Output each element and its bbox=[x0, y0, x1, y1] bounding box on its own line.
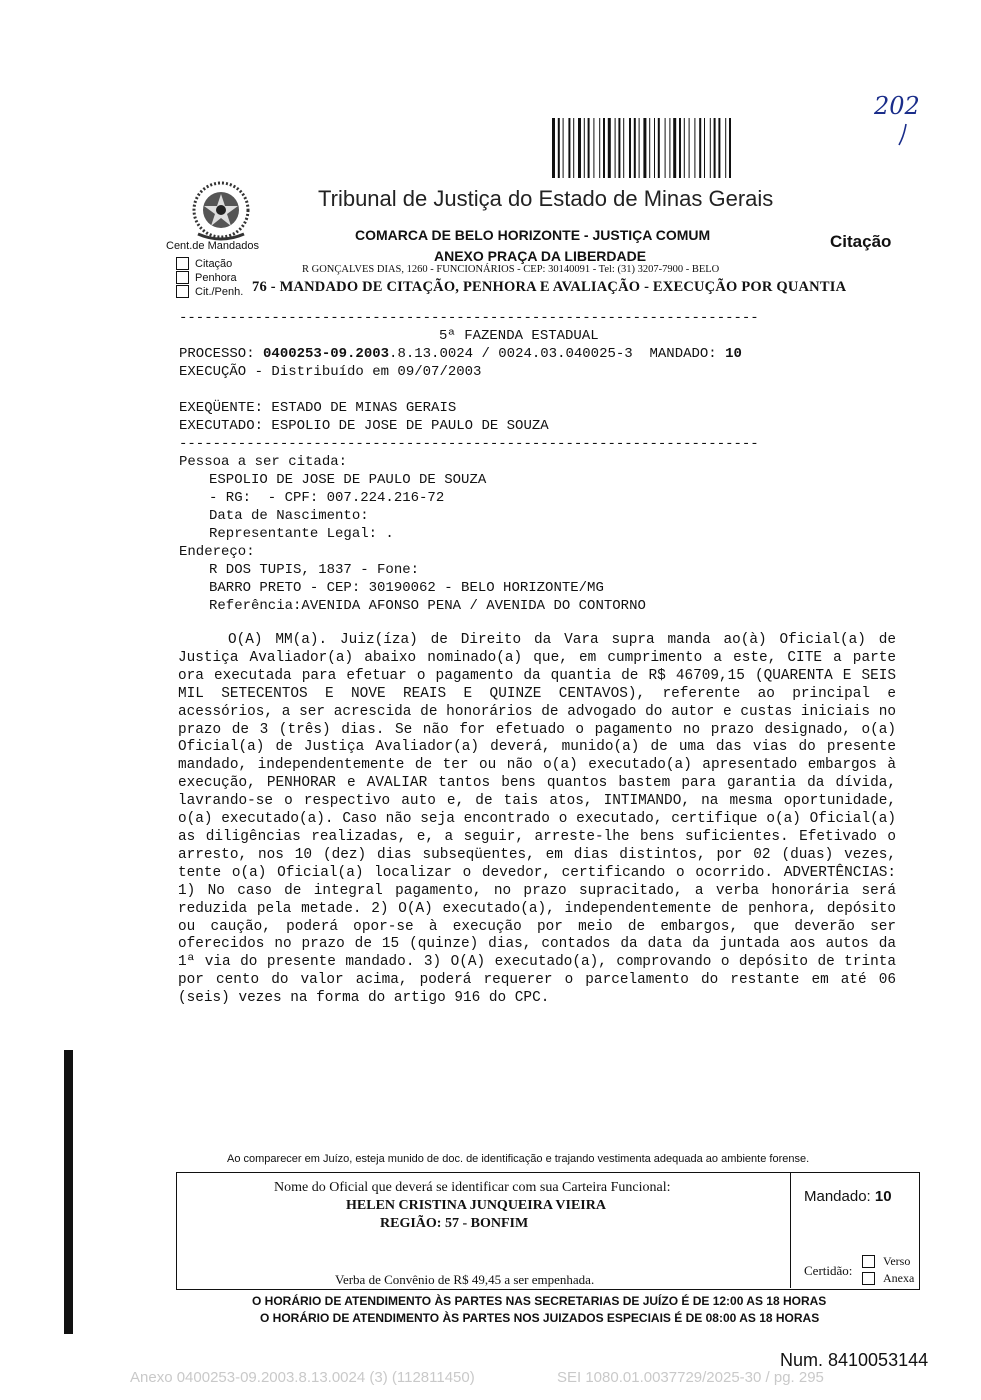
mandado-title: 76 - MANDADO DE CITAÇÃO, PENHORA E AVALIAÇÃO - EXECUÇÃO POR QUANTIA bbox=[252, 279, 847, 295]
scan-edge-bar bbox=[64, 1050, 73, 1334]
person-ids: - RG: - CPF: 007.224.216-72 bbox=[209, 490, 445, 506]
checkbox-box[interactable] bbox=[176, 271, 189, 284]
address-heading: Endereço: bbox=[179, 544, 255, 560]
barcode-bar bbox=[669, 118, 670, 178]
footer-note: Ao comparecer em Juízo, esteja munido de doc. de identificação e trajando vestimenta adequada ao ambiente forense. bbox=[227, 1153, 810, 1165]
handwritten-mark bbox=[896, 122, 910, 148]
checkbox-label: Penhora bbox=[195, 271, 237, 284]
barcode-bar bbox=[578, 118, 581, 178]
certidao-option-label: Anexa bbox=[883, 1271, 915, 1285]
address-district: BARRO PRETO - CEP: 30190062 - BELO HORIZONTE/MG bbox=[209, 580, 604, 596]
barcode-bar bbox=[615, 118, 616, 178]
address-reference: Referência:AVENIDA AFONSO PENA / AVENIDA DO CONTORNO bbox=[209, 598, 646, 614]
checkbox-penhora[interactable] bbox=[176, 271, 237, 284]
mandado-body-text: O(A) MM(a). Juiz(íza) de Direito da Vara supra manda ao(à) Oficial(a) de Justiça Avaliador(a) abaixo nominado(a) que, em cumprimento a este, CITE a parte ora executada para efetuar o pagamento da quantia de R$ 46709,15 (QUARENTA E SEIS MIL SETECENTOS E NOVE REAIS E QUINZE CENTAVOS), referente ao principal e acessórios, a ser acrescida de honorários de advogado do autor e custas iniciais no prazo de 3 (três) dias. Se não for efetuado o pagamento no prazo designado, o(a) Oficial(a) de Justiça Avaliador(a) deverá, munido(a) de uma das vias do presente mandado, independentemente de ter ou não o(a) executado(a) apresentado embargos à execução, PENHORAR e AVALIAR tantos bens quantos bastem para garantia da dívida, lavrando-se o respectivo auto e, de tais atos, INTIMANDO, na mesma oportunidade, o(a) executado(a). Caso não seja encontrado o executado, certifique o(a) Oficial(a) as diligências realizadas, e, a seguir, arreste-lhe bens suficientes. Efetivado o arresto, nos 10 (dez) dias subseqüentes, em dias distintos, por 02 (duas) vezes, tente o(a) Oficial(a) localizar o devedor, certificando o ocorrido. ADVERTÊNCIAS: 1) No caso de integral pagamento, no prazo supracitado, a verba honorária será reduzida pela metade. 2) O(A) executado(a), independentemente de penhora, depósito ou caução, poderá opor-se à execução por meio de embargos, que deverão ser oferecidos no prazo de 15 (quinze) dias, contados da data da juntada aos autos da 1ª via do presente mandado. 3) O(A) executado(a), comprovando o depósito de trinta por cento do valor acima, poderá requerer o parcelamento do restante em até 06 (seis) vezes na forma do artigo 916 do CPC. bbox=[178, 632, 896, 1007]
sei-reference-stamp: SEI 1080.01.0037729/2025-30 / pg. 295 bbox=[557, 1369, 824, 1386]
handwritten-page-number: 202 bbox=[874, 92, 920, 120]
barcode-bar bbox=[684, 118, 685, 178]
barcode-bar bbox=[714, 118, 716, 178]
person-birth: Data de Nascimento: bbox=[209, 508, 369, 524]
barcode-bar bbox=[718, 118, 720, 178]
barcode-bar bbox=[673, 118, 676, 178]
address-street: R DOS TUPIS, 1837 - Fone: bbox=[209, 562, 420, 578]
barcode-bar bbox=[584, 118, 585, 178]
processo-line bbox=[179, 345, 742, 363]
barcode-bar bbox=[704, 118, 705, 178]
officer-instruction: Nome do Oficial que deverá se identificar com sua Carteira Funcional: bbox=[274, 1180, 671, 1195]
processo-number-bold: 0400253-09.2003 bbox=[263, 346, 390, 362]
person-heading: Pessoa a ser citada: bbox=[179, 454, 348, 470]
executado-line: EXECUTADO: ESPOLIO DE JOSE DE PAULO DE SOUZA bbox=[179, 418, 549, 434]
document-type: Citação bbox=[830, 232, 892, 251]
center-label: Cent.de Mandados bbox=[166, 240, 259, 252]
officer-region: REGIÃO: 57 - BONFIM bbox=[380, 1216, 529, 1231]
barcode-bar bbox=[689, 118, 690, 178]
footer-mandado-label: Mandado: bbox=[804, 1188, 871, 1205]
certidao-option-label: Verso bbox=[883, 1254, 911, 1268]
separator-line: --------------------------------------------------------------------- bbox=[179, 436, 759, 452]
barcode-bar bbox=[658, 118, 660, 178]
barcode-bar bbox=[599, 118, 600, 178]
processo-label: PROCESSO: bbox=[179, 346, 264, 362]
exequente-line: EXEQÜENTE: ESTADO DE MINAS GERAIS bbox=[179, 400, 457, 416]
footer-mandado bbox=[804, 1188, 892, 1205]
barcode-bar bbox=[603, 118, 605, 178]
court-title: Tribunal de Justiça do Estado de Minas Gerais bbox=[318, 186, 774, 211]
office-hours-secretarias: O HORÁRIO DE ATENDIMENTO ÀS PARTES NAS SECRETARIAS DE JUÍZO É DE 12:00 AS 18 HORAS bbox=[252, 1294, 827, 1308]
barcode-bar bbox=[725, 118, 726, 178]
officer-box-divider bbox=[790, 1172, 791, 1288]
separator-line: --------------------------------------------------------------------- bbox=[179, 310, 759, 326]
barcode-bar bbox=[552, 118, 555, 178]
checkbox-citacao[interactable] bbox=[176, 257, 232, 270]
officer-name: HELEN CRISTINA JUNQUEIRA VIEIRA bbox=[346, 1198, 606, 1213]
checkbox-label: Cit./Penh. bbox=[195, 285, 244, 298]
coat-of-arms-icon bbox=[186, 176, 256, 246]
barcode-bar bbox=[568, 118, 570, 178]
checkbox-box[interactable] bbox=[176, 257, 189, 270]
checkbox-box[interactable] bbox=[176, 285, 189, 298]
barcode-bar bbox=[629, 118, 631, 178]
barcode-bar bbox=[563, 118, 564, 178]
mandado-body bbox=[178, 632, 896, 1008]
person-representative: Representante Legal: . bbox=[209, 526, 394, 542]
footer-mandado-number: 10 bbox=[874, 1188, 892, 1205]
checkbox-cit-penh[interactable] bbox=[176, 285, 243, 298]
checkbox-box[interactable] bbox=[862, 1272, 875, 1285]
office-hours-juizados: O HORÁRIO DE ATENDIMENTO ÀS PARTES NOS JUIZADOS ESPECIAIS É DE 08:00 AS 18 HORAS bbox=[260, 1311, 820, 1322]
barcode-bar bbox=[729, 118, 731, 178]
barcode-bar bbox=[623, 118, 624, 178]
sei-annex-stamp: Anexo 0400253-09.2003.8.13.0024 (3) (112811450) bbox=[130, 1369, 475, 1386]
person-name: ESPOLIO DE JOSE DE PAULO DE SOUZA bbox=[209, 472, 487, 488]
court-address: R GONÇALVES DIAS, 1260 - FUNCIONÁRIOS - CEP: 30140091 - Tel: (31) 3207-7900 - BELO bbox=[302, 264, 720, 275]
barcode-bar bbox=[618, 118, 620, 178]
checkbox-label: Citação bbox=[195, 257, 233, 270]
mandado-label: MANDADO: bbox=[632, 346, 726, 362]
barcode-bar bbox=[608, 118, 611, 178]
mandado-number: 10 bbox=[725, 346, 742, 362]
barcode-bar bbox=[588, 118, 590, 178]
barcode-bar bbox=[573, 118, 574, 178]
processo-number-rest: .8.13.0024 / 0024.03.040025-3 bbox=[389, 346, 633, 362]
barcode-bar bbox=[654, 118, 655, 178]
barcode-bar bbox=[593, 118, 594, 178]
certidao-option-verso[interactable] bbox=[862, 1254, 910, 1269]
barcode-bar bbox=[665, 118, 666, 178]
certidao-option-anexa[interactable] bbox=[862, 1271, 914, 1286]
barcode-bar bbox=[694, 118, 695, 178]
barcode bbox=[552, 118, 774, 178]
barcode-bar bbox=[634, 118, 636, 178]
barcode-bar bbox=[710, 118, 711, 178]
barcode-bar bbox=[699, 118, 701, 178]
barcode-bar bbox=[643, 118, 646, 178]
certidao-label: Certidão: bbox=[804, 1263, 853, 1278]
barcode-bar bbox=[558, 118, 560, 178]
barcode-bar bbox=[639, 118, 640, 178]
comarca-heading: COMARCA DE BELO HORIZONTE - JUSTIÇA COMUM bbox=[355, 227, 711, 243]
vara-line: 5ª FAZENDA ESTADUAL bbox=[439, 328, 599, 344]
verba-convenio: Verba de Convênio de R$ 49,45 a ser empenhada. bbox=[335, 1272, 595, 1287]
document-number: Num. 8410053144 bbox=[780, 1350, 929, 1370]
barcode-bar bbox=[649, 118, 650, 178]
checkbox-box[interactable] bbox=[862, 1255, 875, 1268]
annex-heading: ANEXO PRAÇA DA LIBERDADE bbox=[434, 248, 647, 264]
barcode-bar bbox=[679, 118, 681, 178]
execucao-line: EXECUÇÃO - Distribuído em 09/07/2003 bbox=[179, 364, 482, 380]
